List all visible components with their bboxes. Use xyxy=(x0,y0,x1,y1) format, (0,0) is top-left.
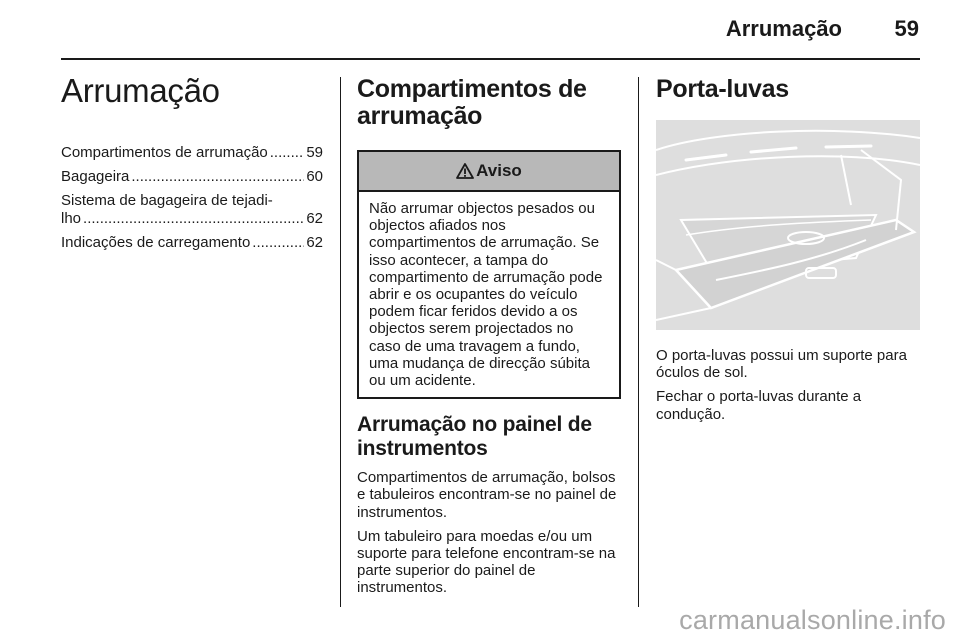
toc-item[interactable] xyxy=(61,234,323,252)
toc-item-page: 59 xyxy=(306,144,323,161)
toc-item-page: 60 xyxy=(306,168,323,185)
header-rule xyxy=(61,58,920,60)
header-section-name: Arrumação xyxy=(725,16,842,41)
toc-item-title: Indicações de carregamento xyxy=(61,234,251,251)
toc-leader xyxy=(131,168,304,186)
warning-box xyxy=(357,150,621,399)
glovebox-illustration xyxy=(656,120,920,330)
watermark: carmanualsonline.info xyxy=(679,605,946,635)
warning-header xyxy=(359,152,619,192)
section-title: Compartimentos de arrumação xyxy=(357,75,587,130)
toc-item[interactable] xyxy=(61,168,323,186)
toc-leader xyxy=(252,234,304,252)
toc-item-page: 62 xyxy=(306,210,323,227)
toc-leader xyxy=(83,210,304,228)
column-divider-2 xyxy=(638,77,639,607)
paragraph: O porta-luvas possui um suporte para óculos de sol. xyxy=(656,347,907,382)
toc-item-title: Compartimentos de arrumação xyxy=(61,144,268,161)
subsection-title: Arrumação no painel de instrumentos xyxy=(357,413,592,461)
paragraph: Compartimentos de arrumação, bolsos e tabuleiros encontram-se no painel de instrumentos. xyxy=(357,469,617,521)
section-title: Porta-luvas xyxy=(656,75,789,103)
column-divider-1 xyxy=(340,77,341,607)
header-page-number: 59 xyxy=(894,16,919,41)
table-of-contents xyxy=(61,144,323,252)
warning-title: Aviso xyxy=(476,161,522,180)
paragraph: Um tabuleiro para moedas e/ou um suporte para telefone encontram-se na parte superior do painel de instrumentos. xyxy=(357,527,616,597)
column-2 xyxy=(357,76,621,604)
chapter-title: Arrumação xyxy=(61,72,220,109)
toc-item[interactable] xyxy=(61,144,323,162)
toc-item-page: 62 xyxy=(306,234,323,251)
toc-item-title-line2: lho xyxy=(61,210,82,227)
warning-triangle-icon xyxy=(456,163,474,179)
toc-item-title-line1: Sistema de bagageira de tejadi- xyxy=(61,192,273,209)
column-1 xyxy=(61,72,323,258)
paragraph: Fechar o porta-luvas durante a condução. xyxy=(656,388,862,423)
toc-item[interactable] xyxy=(61,192,323,228)
column-3 xyxy=(656,76,920,430)
toc-item-title: Bagageira xyxy=(61,168,130,185)
warning-text: Não arrumar objectos pesados ou objectos afiados nos compartimentos de arrumação. Se isso acontecer, a tampa do compartimento de arrumação pode abrir e os ocupantes do veículo podem ficar feridos devido a os objectos serem projectados no caso de uma travagem a fundo, uma mudança de direcção súbita ou um acidente. xyxy=(369,200,603,390)
toc-leader xyxy=(270,144,305,162)
